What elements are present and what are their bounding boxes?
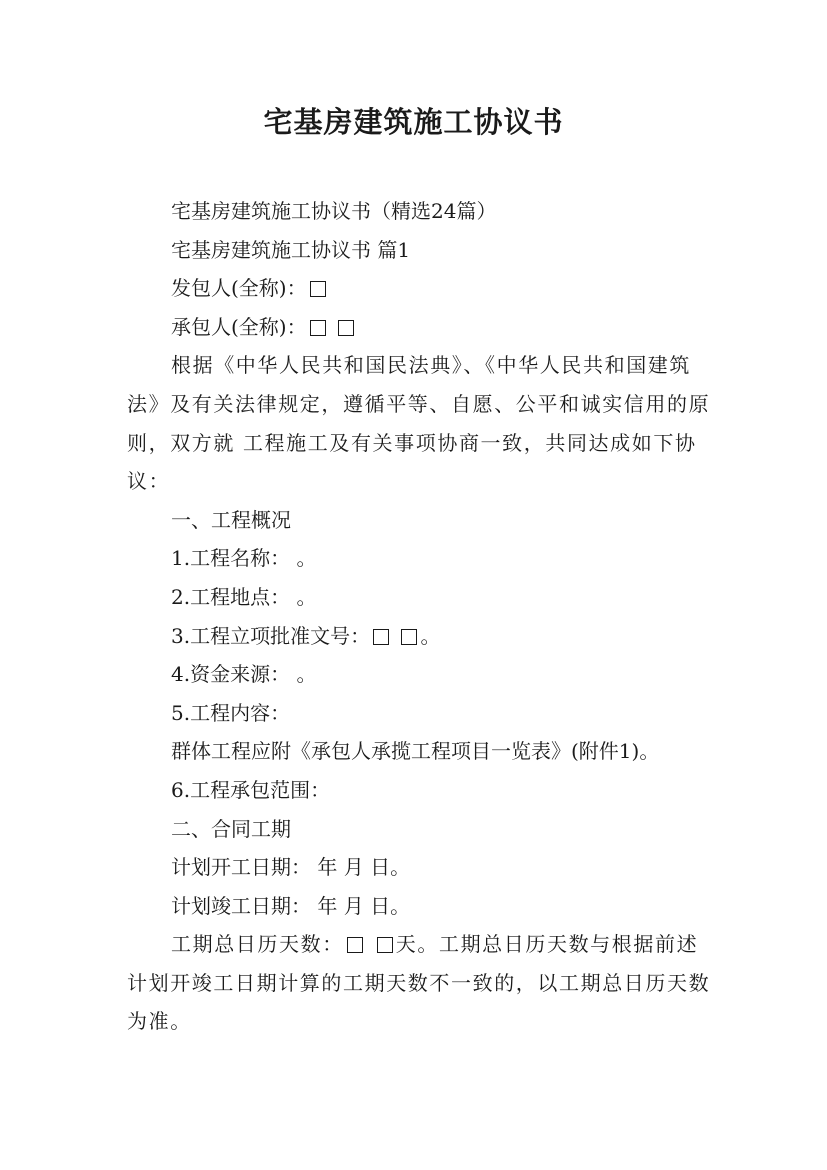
agreement-paragraph: 根据《中华人民共和国民法典》、《中华人民共和国建筑法》及有关法律规定，遵循平等、自愿、公平和诚实信用的原则，双方就 工程施工及有关事项协商一致，共同达成如下协议：: [127, 353, 711, 494]
project-name-line: 1.工程名称： 。: [171, 546, 317, 571]
section-heading: 宅基房建筑施工协议书 篇1: [171, 237, 411, 262]
employer-line: [127, 269, 717, 308]
blank-box: [401, 629, 417, 645]
project-location-line: 2.工程地点： 。: [171, 584, 317, 609]
blank-box: [377, 937, 393, 953]
approval-number-label: 3.工程立项批准文号：: [171, 623, 371, 648]
contractor-line: [127, 308, 717, 347]
blank-box: [373, 629, 389, 645]
contract-scope-line: 6.工程承包范围：: [171, 777, 331, 802]
total-days-text: 天。工期总日历天数与根据前述计划开竣工日期计算的工期天数不一致的，以工期总日历天数为准。: [127, 932, 711, 1034]
total-days-label: 工期总日历天数：: [171, 932, 344, 957]
approval-number-end: 。: [420, 623, 441, 648]
employer-label: 发包人(全称)：: [171, 276, 307, 301]
contractor-label: 承包人(全称)：: [171, 314, 307, 339]
document-title: 宅基房建筑施工协议书: [263, 105, 564, 139]
blank-box: [347, 937, 363, 953]
approval-number-line: [127, 617, 717, 656]
planned-start-line: 计划开工日期： 年 月 日。: [171, 855, 411, 880]
project-content-line: 5.工程内容：: [171, 700, 291, 725]
blank-box: [310, 320, 326, 336]
blank-box: [310, 281, 326, 297]
total-days-paragraph: [127, 925, 717, 1041]
document-body: [127, 192, 717, 1041]
section-heading-overview: 一、工程概况: [171, 507, 291, 532]
fund-source-line: 4.资金来源： 。: [171, 662, 317, 687]
planned-completion-line: 计划竣工日期： 年 月 日。: [171, 893, 411, 918]
blank-box: [338, 320, 354, 336]
section-heading-period: 二、合同工期: [171, 816, 291, 841]
group-project-line: 群体工程应附《承包人承揽工程项目一览表》(附件1)。: [171, 739, 660, 764]
subtitle-line: 宅基房建筑施工协议书（精选24篇）: [171, 199, 497, 223]
